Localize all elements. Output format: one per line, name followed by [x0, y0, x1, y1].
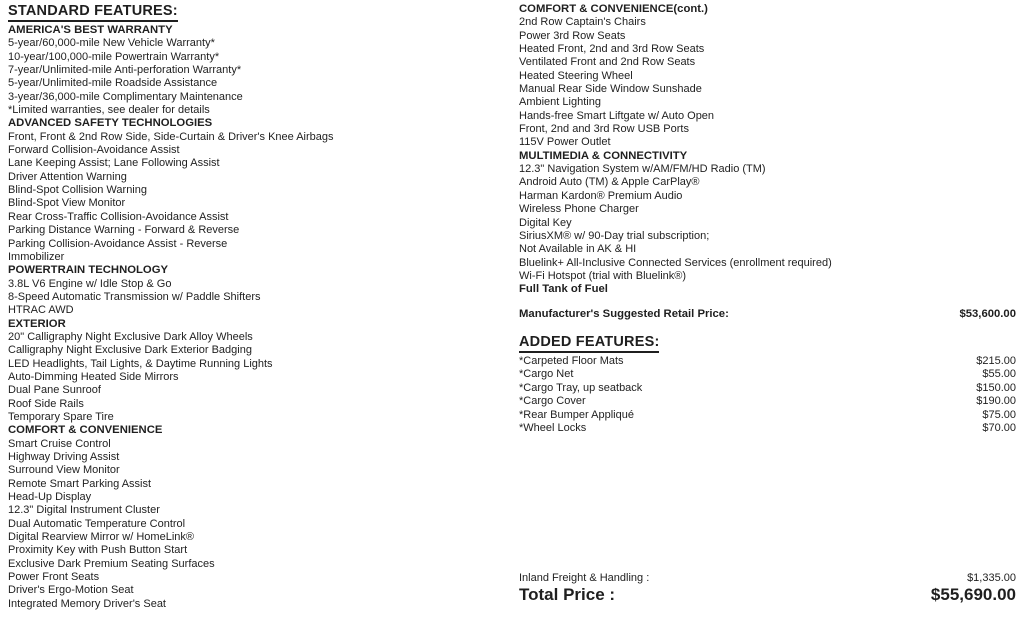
section-heading: ADVANCED SAFETY TECHNOLOGIES — [8, 117, 213, 130]
added-feature-row — [519, 409, 1016, 422]
feature-line: Digital Rearview Mirror w/ HomeLink® — [8, 531, 194, 544]
added-feature-label: *Wheel Locks — [519, 421, 587, 434]
added-feature-row — [519, 368, 1016, 381]
section-heading: COMFORT & CONVENIENCE — [8, 424, 163, 437]
added-feature-label: *Carpeted Floor Mats — [519, 354, 624, 367]
added-feature-price: $55.00 — [982, 368, 1016, 381]
feature-line: 3-year/36,000-mile Complimentary Maintenance — [8, 90, 243, 103]
added-feature-row — [519, 422, 1016, 435]
added-feature-price: $190.00 — [976, 395, 1016, 408]
feature-line: Power 3rd Row Seats — [519, 29, 626, 42]
feature-line: HTRAC AWD — [8, 304, 74, 317]
feature-line: Parking Collision-Avoidance Assist - Reverse — [8, 237, 228, 250]
added-features-title — [519, 334, 1016, 353]
feature-line: Manual Rear Side Window Sunshade — [519, 83, 702, 96]
section-heading: EXTERIOR — [8, 317, 66, 330]
feature-line: Remote Smart Parking Assist — [8, 477, 152, 490]
feature-line: Temporary Spare Tire — [8, 410, 114, 423]
feature-line: Roof Side Rails — [8, 397, 84, 410]
added-feature-price: $150.00 — [976, 381, 1016, 394]
feature-line: Exclusive Dark Premium Seating Surfaces — [8, 557, 215, 570]
feature-line: Dual Automatic Temperature Control — [8, 517, 186, 530]
feature-line: Android Auto (TM) & Apple CarPlay® — [519, 176, 700, 189]
added-feature-row — [519, 382, 1016, 395]
feature-line: Hands-free Smart Liftgate w/ Auto Open — [519, 109, 715, 122]
feature-line: Proximity Key with Push Button Start — [8, 544, 188, 557]
msrp-value: $53,600.00 — [959, 307, 1016, 320]
msrp-label: Manufacturer's Suggested Retail Price: — [519, 307, 729, 320]
feature-line: Bluelink+ All-Inclusive Connected Services (enrollment required) — [519, 256, 832, 269]
feature-line: Heated Steering Wheel — [519, 69, 633, 82]
feature-line: 8-Speed Automatic Transmission w/ Paddle Shifters — [8, 290, 261, 303]
freight-value: $1,335.00 — [967, 572, 1016, 584]
feature-line: 7-year/Unlimited-mile Anti-perforation Warranty* — [8, 64, 242, 77]
feature-line: Heated Front, 2nd and 3rd Row Seats — [519, 43, 705, 56]
feature-line: Ventilated Front and 2nd Row Seats — [519, 56, 696, 69]
right-column — [519, 3, 1016, 435]
feature-line: 12.3" Digital Instrument Cluster — [8, 504, 160, 517]
standard-features-title-text: STANDARD FEATURES: — [8, 3, 178, 22]
feature-line: *Limited warranties, see dealer for details — [8, 104, 210, 117]
freight-label: Inland Freight & Handling : — [519, 572, 650, 584]
added-feature-label: *Cargo Net — [519, 368, 574, 381]
standard-features-list — [8, 24, 513, 611]
feature-line: SiriusXM® w/ 90-Day trial subscription; — [519, 229, 710, 242]
feature-line: Auto-Dimming Heated Side Mirrors — [8, 370, 179, 383]
feature-line: Immobilizer — [8, 250, 65, 263]
feature-line: Smart Cruise Control — [8, 437, 111, 450]
feature-line: 20" Calligraphy Night Exclusive Dark Alloy Wheels — [8, 330, 253, 343]
total-price-label: Total Price : — [519, 585, 616, 604]
section-heading: POWERTRAIN TECHNOLOGY — [8, 264, 169, 277]
section-heading: MULTIMEDIA & CONNECTIVITY — [519, 149, 688, 162]
added-feature-label: *Rear Bumper Appliqué — [519, 408, 634, 421]
feature-line: Lane Keeping Assist; Lane Following Assist — [8, 157, 220, 170]
feature-line: Driver's Ergo-Motion Seat — [8, 584, 134, 597]
feature-line: Forward Collision-Avoidance Assist — [8, 144, 180, 157]
feature-line: Driver Attention Warning — [8, 170, 127, 183]
feature-line: Not Available in AK & HI — [519, 243, 637, 256]
feature-line: Ambient Lighting — [519, 96, 601, 109]
feature-line: Harman Kardon® Premium Audio — [519, 189, 683, 202]
msrp-row — [519, 308, 1016, 321]
added-feature-label: *Cargo Cover — [519, 395, 586, 408]
feature-line: Blind-Spot Collision Warning — [8, 184, 147, 197]
feature-line: Dual Pane Sunroof — [8, 384, 101, 397]
added-feature-row — [519, 355, 1016, 368]
feature-line: Head-Up Display — [8, 491, 92, 504]
added-feature-label: *Cargo Tray, up seatback — [519, 381, 643, 394]
feature-line: LED Headlights, Tail Lights, & Daytime Running Lights — [8, 357, 273, 370]
feature-line: Front, 2nd and 3rd Row USB Ports — [519, 123, 689, 136]
feature-line: 5-year/60,000-mile New Vehicle Warranty* — [8, 37, 215, 50]
feature-line: Blind-Spot View Monitor — [8, 197, 126, 210]
added-features-list — [519, 355, 1016, 435]
feature-line: 3.8L V6 Engine w/ Idle Stop & Go — [8, 277, 172, 290]
feature-line: 115V Power Outlet — [519, 136, 611, 149]
feature-line: 12.3" Navigation System w/AM/FM/HD Radio (TM) — [519, 163, 766, 176]
freight-row — [519, 571, 1016, 585]
total-price-value: $55,690.00 — [930, 585, 1016, 604]
added-feature-price: $215.00 — [976, 354, 1016, 367]
added-features-title-text: ADDED FEATURES: — [519, 334, 659, 353]
feature-line: Parking Distance Warning - Forward & Reverse — [8, 224, 240, 237]
feature-line: Calligraphy Night Exclusive Dark Exterior Badging — [8, 344, 252, 357]
feature-line: Highway Driving Assist — [8, 451, 120, 463]
feature-line: 2nd Row Captain's Chairs — [519, 16, 646, 29]
feature-line: Wi-Fi Hotspot (trial with Bluelink®) — [519, 269, 687, 282]
comfort-multimedia-list — [519, 3, 1016, 297]
added-feature-price: $75.00 — [982, 408, 1016, 421]
feature-line: 10-year/100,000-mile Powertrain Warranty* — [8, 50, 220, 63]
feature-line: Integrated Memory Driver's Seat — [8, 597, 166, 610]
feature-line: Digital Key — [519, 216, 572, 229]
total-price-row — [519, 585, 1016, 605]
feature-line: Power Front Seats — [8, 571, 100, 584]
feature-line: Wireless Phone Charger — [519, 203, 639, 216]
added-feature-row — [519, 395, 1016, 408]
section-heading: Full Tank of Fuel — [519, 283, 608, 296]
section-heading: COMFORT & CONVENIENCE(cont.) — [519, 3, 708, 15]
feature-line: Surround View Monitor — [8, 464, 120, 477]
totals-block — [519, 571, 1016, 605]
added-feature-price: $70.00 — [982, 421, 1016, 434]
standard-features-title — [8, 3, 513, 22]
feature-line: Rear Cross-Traffic Collision-Avoidance Assist — [8, 210, 229, 223]
feature-line: Front, Front & 2nd Row Side, Side-Curtain & Driver's Knee Airbags — [8, 130, 334, 143]
standard-features-column — [8, 3, 513, 611]
section-heading: AMERICA'S BEST WARRANTY — [8, 24, 173, 36]
feature-line: 5-year/Unlimited-mile Roadside Assistance — [8, 77, 218, 90]
